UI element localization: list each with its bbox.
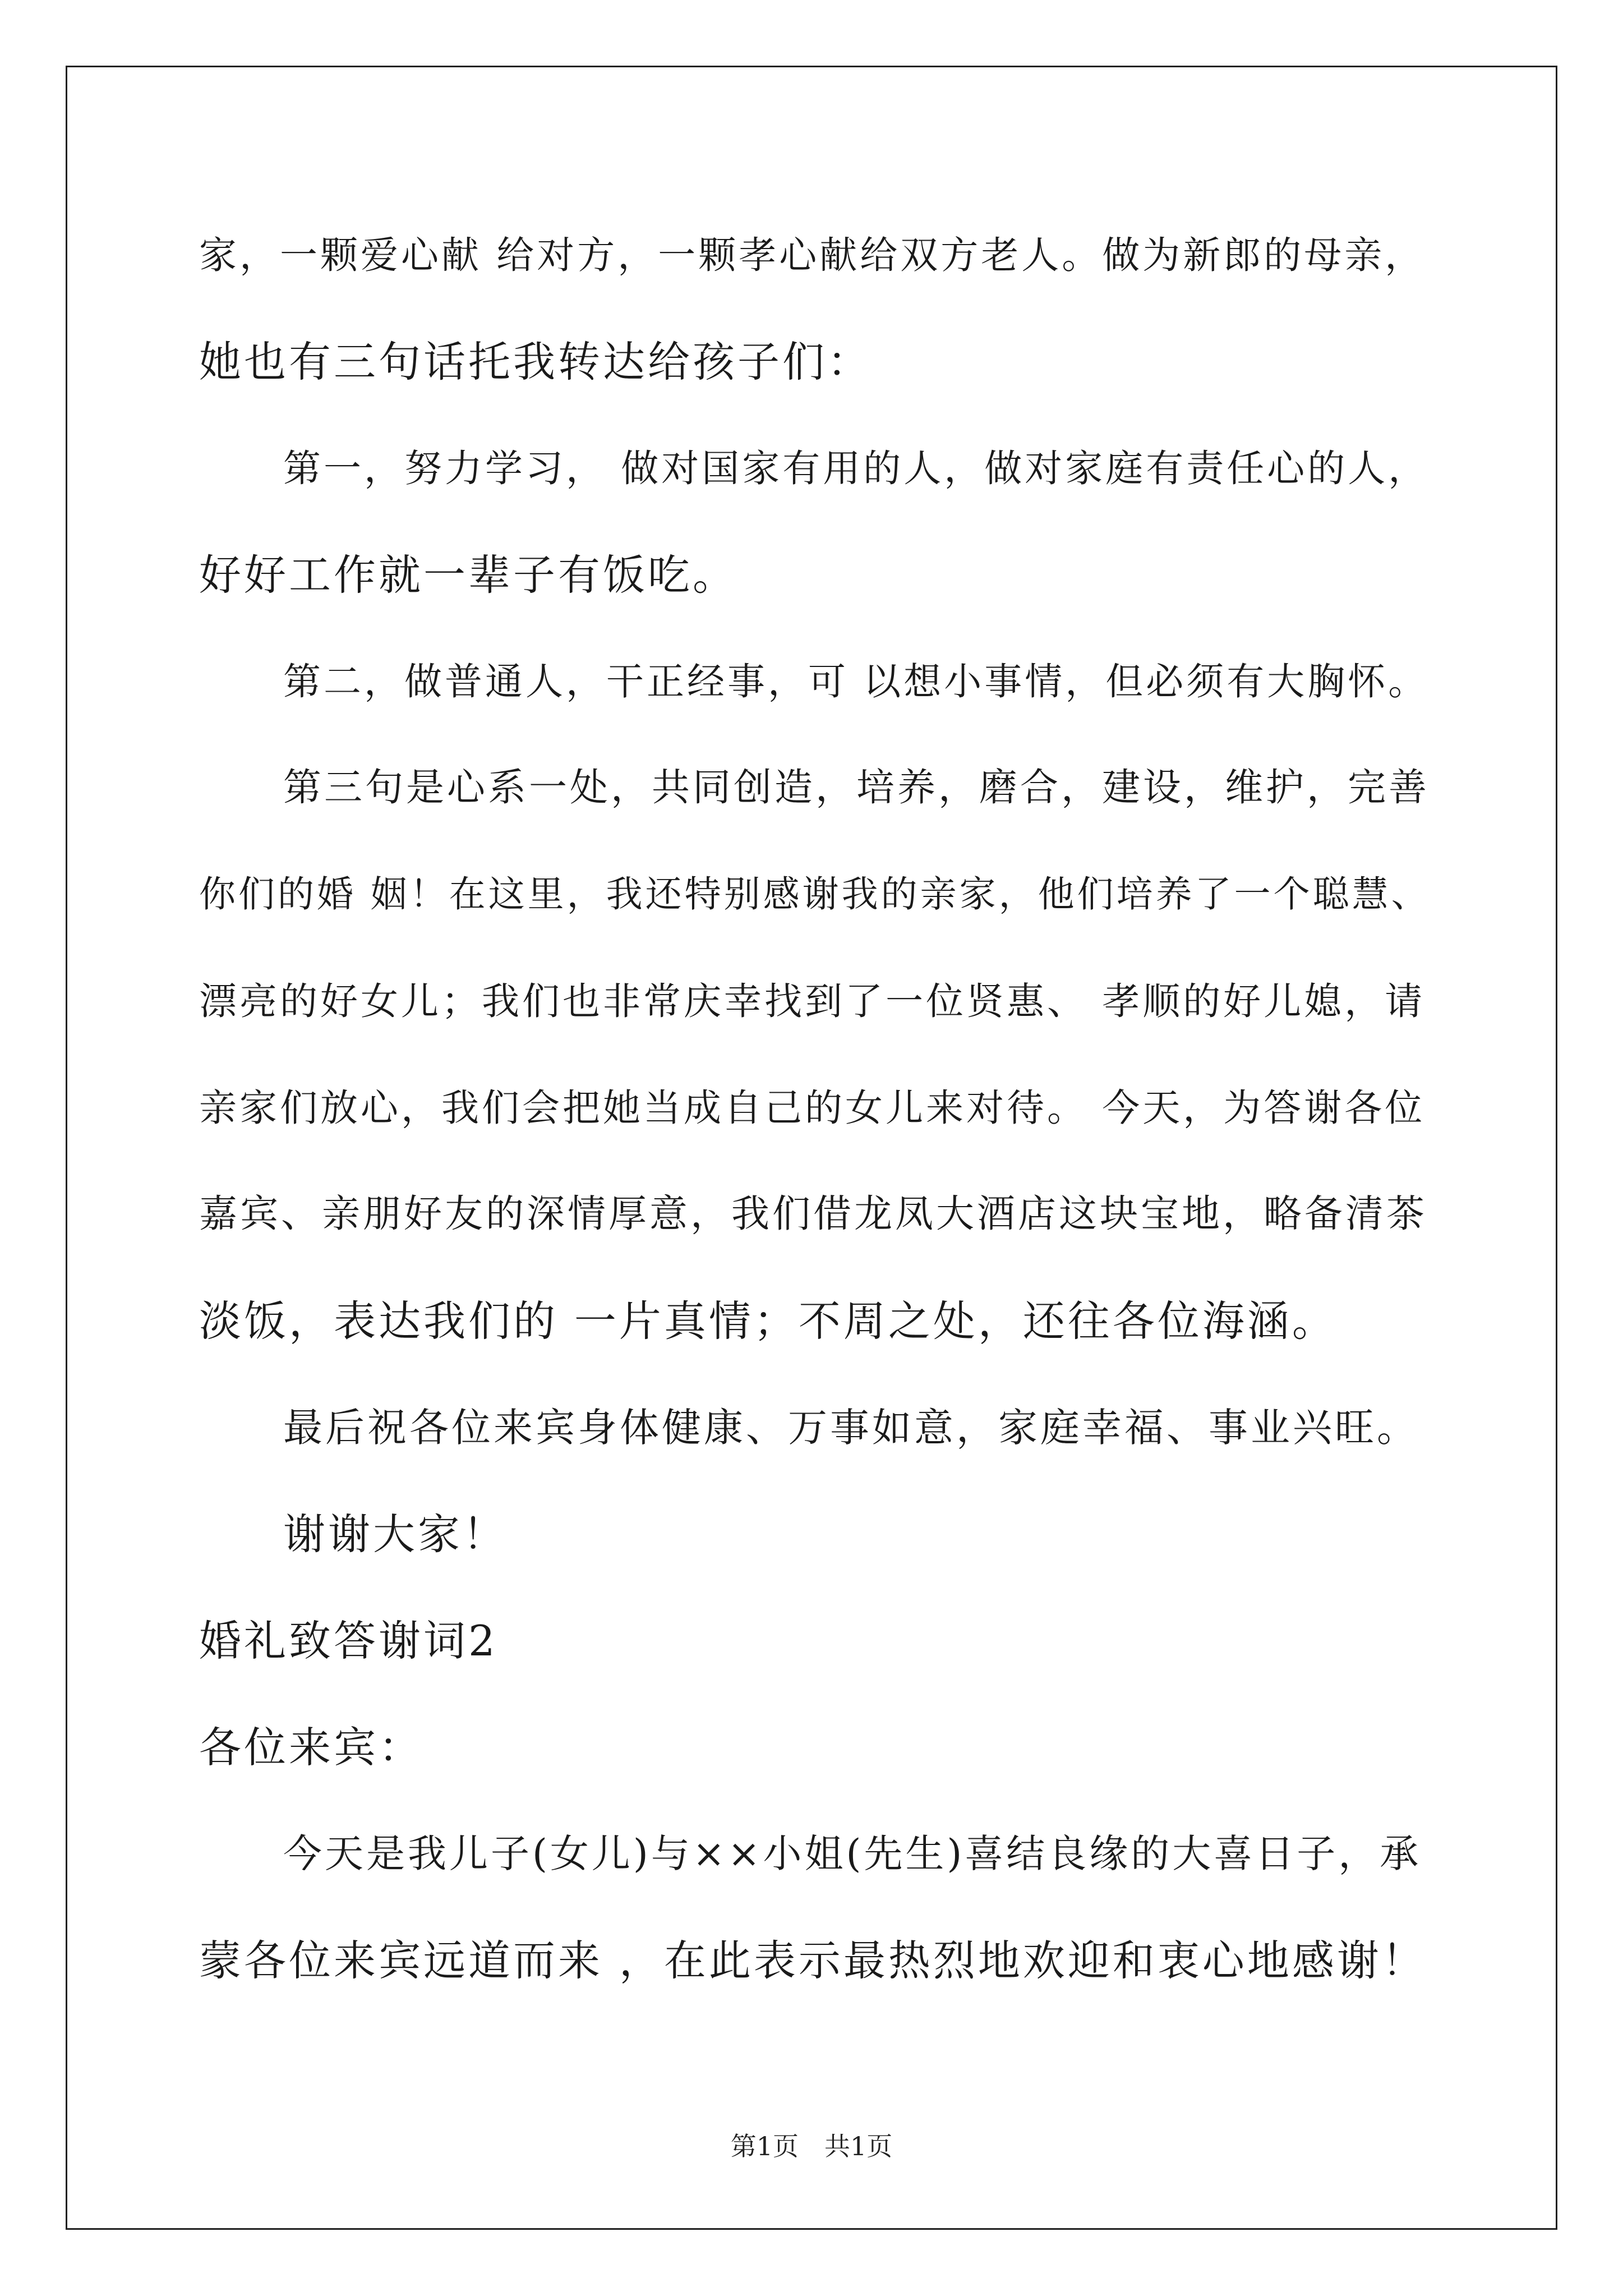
text-line-17: 蒙各位来宾远道而来 ，在此表示最热烈地欢迎和衷心地感谢！ [199,1936,1427,1985]
text-line-7: 你们的婚 姻！在这里，我还特别感谢我的亲家，他们培养了一个聪慧、 [199,873,1431,915]
text-line-10: 嘉宾、亲朋好友的深情厚意，我们借龙凤大酒店这块宝地，略备清茶 [199,1192,1428,1236]
document-body [199,219,1433,2031]
section-heading: 婚礼致答谢词2 [199,1616,498,1665]
text-line-6: 第三句是心系一处，共同创造，培养，磨合，建设，维护，完善 [283,766,1430,810]
text-line-16: 今天是我儿子(女儿)与××小姐(先生)喜结良缘的大喜日子，承 [283,1832,1422,1876]
text-line-4: 好好工作就一辈子有饭吃。 [199,550,738,600]
page-number-footer: 第1页 共1页 [730,2131,893,2161]
text-line-9: 亲家们放心，我们会把她当成自己的女儿来对待。 今天，为答谢各位 [199,1086,1426,1130]
text-line-3: 第一，努力学习， 做对国家有用的人，做对家庭有责任心的人， [283,447,1429,490]
text-line-1: 家，一颗爱心献 给对方，一颗孝心献给双方老人。做为新郎的母亲， [199,233,1426,277]
text-line-13: 谢谢大家！ [283,1510,508,1559]
salutation: 各位来宾： [199,1723,424,1772]
text-line-11: 淡饭，表达我们的 一片真情；不周之处，还往各位海涵。 [199,1296,1337,1346]
text-line-2: 她也有三句话托我转达给孩子们： [199,337,873,386]
text-line-8: 漂亮的好女儿；我们也非常庆幸找到了一位贤惠、 孝顺的好儿媳，请 [199,979,1426,1023]
text-line-5: 第二，做普通人，干正经事，可 以想小事情，但必须有大胸怀。 [283,660,1429,703]
text-line-12: 最后祝各位来宾身体健康、万事如意，家庭幸福、事业兴旺。 [283,1405,1419,1451]
